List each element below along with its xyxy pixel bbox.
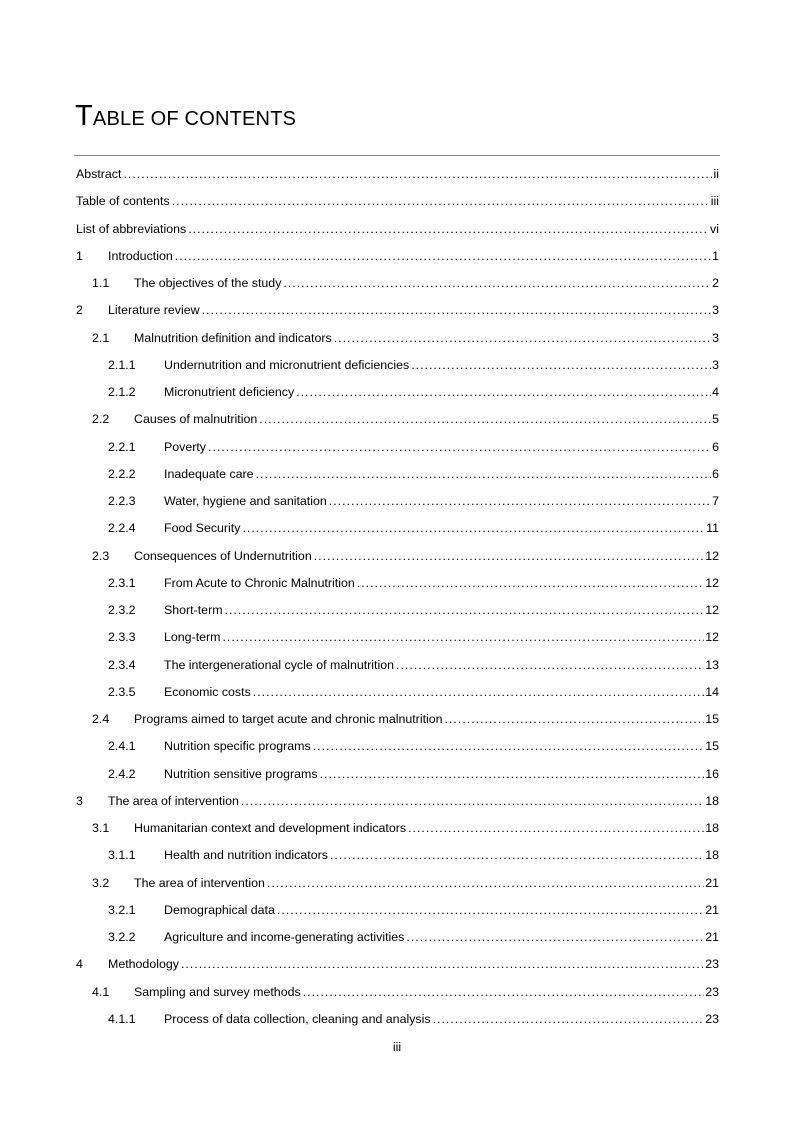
toc-entry-label: Programs aimed to target acute and chronic malnutrition	[134, 712, 443, 726]
toc-entry-label: Humanitarian context and development indicators	[134, 821, 407, 835]
toc-entry[interactable]	[76, 901, 719, 928]
dot-leader	[330, 846, 704, 864]
dot-leader	[303, 983, 705, 1001]
toc-entry-page: 12	[705, 575, 719, 590]
table-of-contents	[76, 165, 719, 1037]
toc-entry[interactable]	[76, 1010, 719, 1037]
dot-leader	[175, 247, 711, 265]
dot-leader	[313, 737, 705, 755]
toc-entry[interactable]	[76, 465, 719, 492]
toc-entry[interactable]	[76, 656, 719, 683]
dot-leader	[406, 928, 704, 946]
toc-entry-label: The objectives of the study	[134, 276, 282, 290]
toc-entry-number: 2.3.4	[108, 657, 136, 672]
title-rest: ABLE OF CONTENTS	[92, 108, 297, 130]
toc-entry-label: From Acute to Chronic Malnutrition	[164, 575, 355, 590]
toc-entry[interactable]	[76, 955, 719, 982]
toc-entry[interactable]	[76, 710, 719, 737]
toc-entry-number: 2.4.1	[108, 739, 136, 754]
toc-entry-label: Food Security	[164, 521, 241, 536]
toc-entry-page: 3	[712, 330, 719, 345]
dot-leader	[357, 574, 704, 592]
dot-leader	[296, 383, 711, 401]
toc-entry-page: 15	[705, 739, 719, 754]
toc-entry[interactable]	[76, 247, 719, 274]
toc-entry-number: 2.4.2	[108, 766, 136, 781]
dot-leader	[259, 410, 711, 428]
dot-leader	[283, 274, 711, 292]
toc-entry-page: 6	[712, 439, 719, 454]
toc-entry-number: 2.1.2	[108, 385, 136, 399]
toc-entry[interactable]	[76, 874, 719, 901]
toc-entry-number: 3	[76, 793, 83, 808]
dot-leader	[320, 765, 705, 783]
toc-entry-page: 23	[705, 957, 719, 972]
toc-entry-page: 11	[706, 521, 719, 536]
toc-entry-number: 1	[76, 248, 83, 263]
dot-leader	[256, 465, 712, 483]
toc-entry-label: Health and nutrition indicators	[164, 848, 328, 863]
toc-entry-label: Introduction	[108, 248, 173, 263]
toc-entry[interactable]	[76, 737, 719, 764]
toc-entry-number: 3.2	[92, 875, 110, 890]
toc-entry[interactable]	[76, 792, 719, 819]
toc-entry-label: Nutrition specific programs	[164, 739, 311, 754]
toc-entry-page: 6	[712, 466, 719, 481]
dot-leader	[277, 901, 704, 919]
toc-entry-page: 2	[712, 276, 719, 290]
toc-entry[interactable]	[76, 356, 719, 383]
toc-entry[interactable]	[76, 192, 719, 219]
toc-entry[interactable]	[76, 928, 719, 955]
toc-entry-number: 2.2	[92, 412, 110, 427]
toc-entry-number: 2.3.1	[108, 575, 136, 590]
toc-entry-label: Malnutrition definition and indicators	[134, 330, 332, 345]
dot-leader	[411, 356, 711, 374]
toc-entry-number: 4.1.1	[108, 1011, 136, 1026]
toc-entry-page: 12	[705, 548, 719, 563]
toc-entry-number: 2.3.5	[108, 684, 136, 699]
toc-entry[interactable]	[76, 683, 719, 710]
toc-entry-label: The area of intervention	[108, 793, 239, 808]
toc-entry-label: Methodology	[108, 957, 179, 972]
toc-entry-page: 21	[705, 930, 719, 944]
toc-entry[interactable]	[76, 519, 719, 546]
toc-entry-label: Consequences of Undernutrition	[134, 548, 312, 563]
toc-entry-label: Poverty	[164, 439, 207, 454]
toc-entry[interactable]	[76, 819, 719, 846]
toc-entry[interactable]	[76, 574, 719, 601]
toc-entry-page: 21	[705, 902, 719, 917]
toc-entry-number: 4.1	[92, 984, 110, 999]
toc-entry-number: 2.2.4	[108, 521, 136, 536]
toc-entry-number: 2.1	[92, 330, 110, 345]
dot-leader	[445, 710, 705, 728]
toc-entry-label: Literature review	[108, 303, 200, 318]
toc-entry-page: 18	[705, 821, 719, 835]
toc-entry-page: 12	[705, 630, 719, 645]
toc-entry[interactable]	[76, 547, 719, 574]
dot-leader	[433, 1010, 705, 1028]
dot-leader	[181, 955, 704, 973]
toc-entry-page: 16	[705, 766, 719, 781]
toc-entry-label: Long-term	[164, 630, 221, 645]
toc-entry-number: 2.3.3	[108, 630, 136, 645]
toc-entry-number: 3.1	[92, 821, 110, 835]
toc-entry[interactable]	[76, 846, 719, 873]
toc-entry-number: 3.2.2	[108, 930, 136, 944]
dot-leader	[253, 683, 704, 701]
toc-entry-number: 4	[76, 957, 83, 972]
toc-entry-number: 2	[76, 303, 83, 318]
toc-entry-page: 1	[712, 248, 719, 263]
dot-leader	[222, 628, 704, 646]
toc-entry-page: 5	[712, 412, 719, 427]
toc-entry-label: Inadequate care	[164, 466, 254, 481]
dot-leader	[396, 656, 704, 674]
dot-leader	[314, 547, 704, 565]
toc-entry-number: 2.3	[92, 548, 110, 563]
toc-entry[interactable]	[76, 383, 719, 410]
toc-entry-label: Causes of malnutrition	[134, 412, 258, 427]
toc-entry-page: 7	[712, 494, 719, 508]
toc-entry[interactable]	[76, 410, 719, 437]
toc-entry-page: 3	[712, 303, 719, 318]
toc-entry-number: 2.1.1	[108, 357, 136, 372]
page-title	[75, 100, 296, 133]
dot-leader	[188, 220, 709, 238]
toc-entry-label: List of abbreviations	[76, 221, 187, 236]
toc-entry-number: 2.4	[92, 712, 110, 726]
toc-entry-number: 2.2.3	[108, 494, 136, 508]
toc-entry-label: Water, hygiene and sanitation	[164, 494, 327, 508]
toc-entry-label: Table of contents	[76, 194, 170, 209]
toc-entry[interactable]	[76, 601, 719, 628]
dot-leader	[267, 874, 704, 892]
toc-entry-page: 12	[705, 603, 719, 617]
toc-entry-label: Micronutrient deficiency	[164, 385, 295, 399]
toc-entry-label: The intergenerational cycle of malnutrition	[164, 657, 395, 672]
toc-entry-label: The area of intervention	[134, 875, 265, 890]
dot-leader	[172, 192, 710, 210]
toc-entry[interactable]	[76, 274, 719, 301]
dot-leader	[208, 438, 711, 456]
toc-entry-page: 13	[705, 657, 719, 672]
toc-entry[interactable]	[76, 983, 719, 1010]
toc-entry-page: 18	[705, 848, 719, 863]
toc-entry-number: 3.1.1	[108, 848, 136, 863]
toc-entry-page: 4	[712, 385, 719, 399]
toc-entry-page: 21	[705, 875, 719, 890]
dot-leader	[241, 792, 704, 810]
toc-entry-label: Process of data collection, cleaning and analysis	[164, 1011, 431, 1026]
toc-entry[interactable]	[76, 220, 719, 247]
title-divider	[74, 155, 720, 156]
toc-entry-page: 23	[705, 1011, 719, 1026]
toc-entry-page: iii	[710, 194, 719, 209]
toc-entry-page: ii	[713, 167, 719, 181]
dot-leader	[242, 519, 705, 537]
dot-leader	[225, 601, 705, 619]
page-number: iii	[392, 1040, 402, 1054]
toc-entry-label: Agriculture and income-generating activities	[164, 930, 405, 944]
toc-entry-label: Abstract	[76, 167, 122, 181]
toc-entry[interactable]	[76, 438, 719, 465]
toc-entry-label: Economic costs	[164, 684, 251, 699]
toc-entry[interactable]	[76, 628, 719, 655]
toc-entry-page: 15	[705, 712, 719, 726]
toc-entry[interactable]	[76, 165, 719, 192]
toc-entry-number: 3.2.1	[108, 902, 136, 917]
toc-entry[interactable]	[76, 765, 719, 792]
toc-entry-page: 18	[705, 793, 719, 808]
dot-leader	[334, 329, 711, 347]
toc-entry[interactable]	[76, 301, 719, 328]
toc-entry-label: Sampling and survey methods	[134, 984, 301, 999]
toc-entry-page: vi	[710, 221, 719, 236]
toc-entry-page: 3	[712, 357, 719, 372]
toc-entry-label: Short-term	[164, 603, 223, 617]
toc-entry-page: 23	[705, 984, 719, 999]
toc-entry[interactable]	[76, 329, 719, 356]
toc-entry-number: 2.2.2	[108, 466, 136, 481]
dot-leader	[202, 301, 712, 319]
toc-entry-label: Undernutrition and micronutrient deficiencies	[164, 357, 410, 372]
toc-entry[interactable]	[76, 492, 719, 519]
dot-leader	[329, 492, 711, 510]
toc-entry-page: 14	[705, 684, 719, 699]
toc-entry-number: 2.3.2	[108, 603, 136, 617]
dot-leader	[123, 165, 712, 183]
title-initial: T	[75, 100, 93, 132]
toc-entry-number: 2.2.1	[108, 439, 136, 454]
dot-leader	[408, 819, 704, 837]
toc-entry-label: Demographical data	[164, 902, 275, 917]
toc-entry-label: Nutrition sensitive programs	[164, 766, 318, 781]
toc-entry-number: 1.1	[92, 276, 110, 290]
